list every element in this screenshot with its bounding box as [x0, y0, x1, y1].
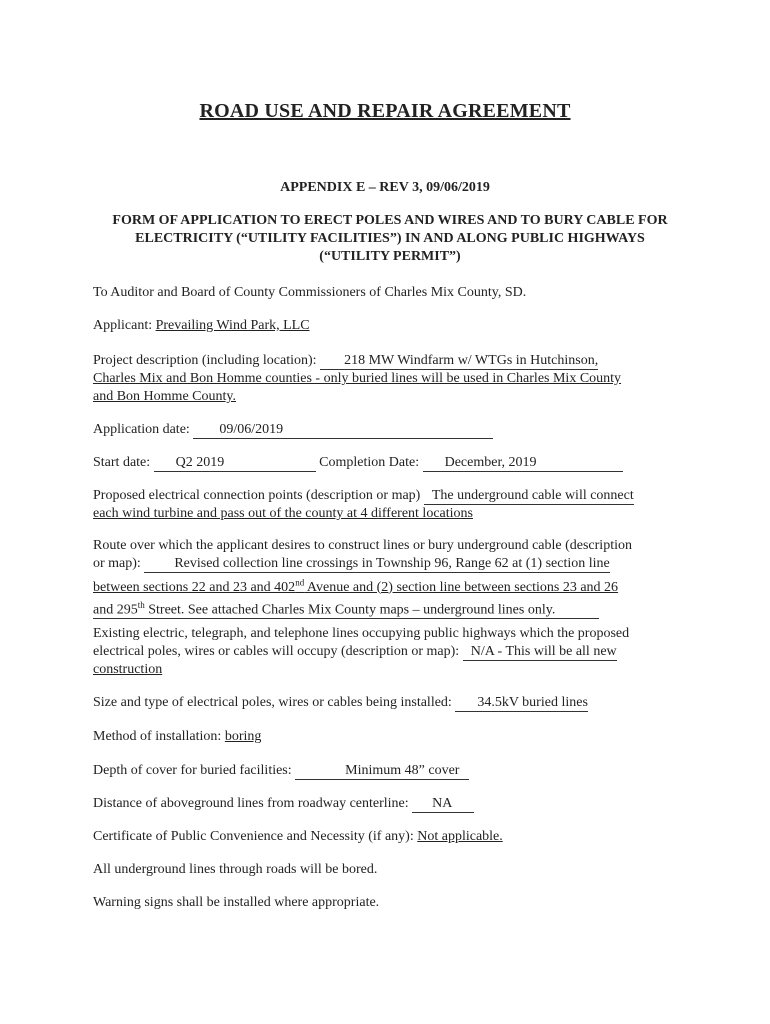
- dates-line: [93, 454, 683, 472]
- route-value-2: between sections 22 and 23 and 402nd Avenue and (2) section line between sections 23 and 26: [93, 577, 619, 595]
- application-date-label: Application date:: [93, 422, 190, 437]
- project-description: [93, 352, 683, 406]
- appendix-heading: APPENDIX E – REV 3, 09/06/2019: [280, 180, 490, 195]
- project-value-line-2: Charles Mix and Bon Homme counties - only buried lines will be used in Charles Mix County: [93, 371, 622, 386]
- existing-lines-value-1: N/A - This will be all new: [463, 644, 617, 661]
- existing-lines-value-2: construction: [93, 662, 163, 677]
- distance-label: Distance of aboveground lines from roadway centerline:: [93, 796, 409, 811]
- application-date-line: [93, 421, 683, 439]
- document-title: ROAD USE AND REPAIR AGREEMENT: [199, 100, 571, 122]
- application-date-value: 09/06/2019: [193, 422, 493, 439]
- existing-lines-label-1: Existing electric, telegraph, and telephone lines occupying public highways which the proposed: [93, 626, 630, 641]
- route-value-1: Revised collection line crossings in Township 96, Range 62 at (1) section line: [144, 556, 609, 573]
- applicant-line: [93, 317, 683, 335]
- connection-points-label: Proposed electrical connection points (description or map): [93, 488, 421, 503]
- route-label-1: Route over which the applicant desires to construct lines or bury underground cable (description: [93, 538, 632, 553]
- size-type-line: [93, 694, 683, 712]
- completion-date-label: Completion Date:: [319, 455, 420, 470]
- depth-label: Depth of cover for buried facilities:: [93, 763, 292, 778]
- form-title: FORM OF APPLICATION TO ERECT POLES AND WIRES AND TO BURY CABLE FOR ELECTRICITY (“UTILITY FACILITIES”) IN AND ALONG PUBLIC HIGHWAYS (“UTILITY PERMIT”): [112, 213, 668, 264]
- distance-line: [93, 795, 683, 813]
- start-date-value: Q2 2019: [154, 455, 316, 472]
- applicant-value: Prevailing Wind Park, LLC: [155, 318, 310, 333]
- addressee-line: To Auditor and Board of County Commissioners of Charles Mix County, SD.: [93, 285, 527, 300]
- project-label: Project description (including location):: [93, 353, 317, 368]
- distance-value: NA: [412, 796, 474, 813]
- existing-lines: [93, 625, 683, 679]
- start-date-label: Start date:: [93, 455, 151, 470]
- size-type-value: 34.5kV buried lines: [455, 695, 588, 712]
- method-label: Method of installation:: [93, 729, 222, 744]
- existing-lines-label-2: electrical poles, wires or cables will occupy (description or map):: [93, 644, 460, 659]
- completion-date-value: December, 2019: [423, 455, 623, 472]
- connection-points-value-1: The underground cable will connect: [424, 488, 634, 505]
- applicant-label: Applicant:: [93, 318, 153, 333]
- connection-points-value-2: each wind turbine and pass out of the county at 4 different locations: [93, 506, 473, 521]
- bored-note: All underground lines through roads will be bored.: [93, 862, 378, 877]
- depth-value: Minimum 48” cover: [295, 763, 469, 780]
- depth-line: [93, 762, 683, 780]
- certificate-line: [93, 828, 683, 846]
- warning-note: Warning signs shall be installed where appropriate.: [93, 895, 380, 910]
- connection-points: [93, 487, 683, 523]
- route-value-3: and 295th Street. See attached Charles Mix County maps – underground lines only.: [93, 597, 599, 620]
- route-description: [93, 537, 683, 619]
- certificate-label: Certificate of Public Convenience and Necessity (if any):: [93, 829, 414, 844]
- project-value-line-3: and Bon Homme County.: [93, 389, 236, 404]
- route-label-2: or map):: [93, 556, 141, 571]
- size-type-label: Size and type of electrical poles, wires or cables being installed:: [93, 695, 452, 710]
- project-value-line-1: 218 MW Windfarm w/ WTGs in Hutchinson,: [320, 353, 598, 370]
- certificate-value: Not applicable.: [417, 829, 503, 844]
- method-value: boring: [224, 729, 262, 744]
- method-line: [93, 728, 683, 746]
